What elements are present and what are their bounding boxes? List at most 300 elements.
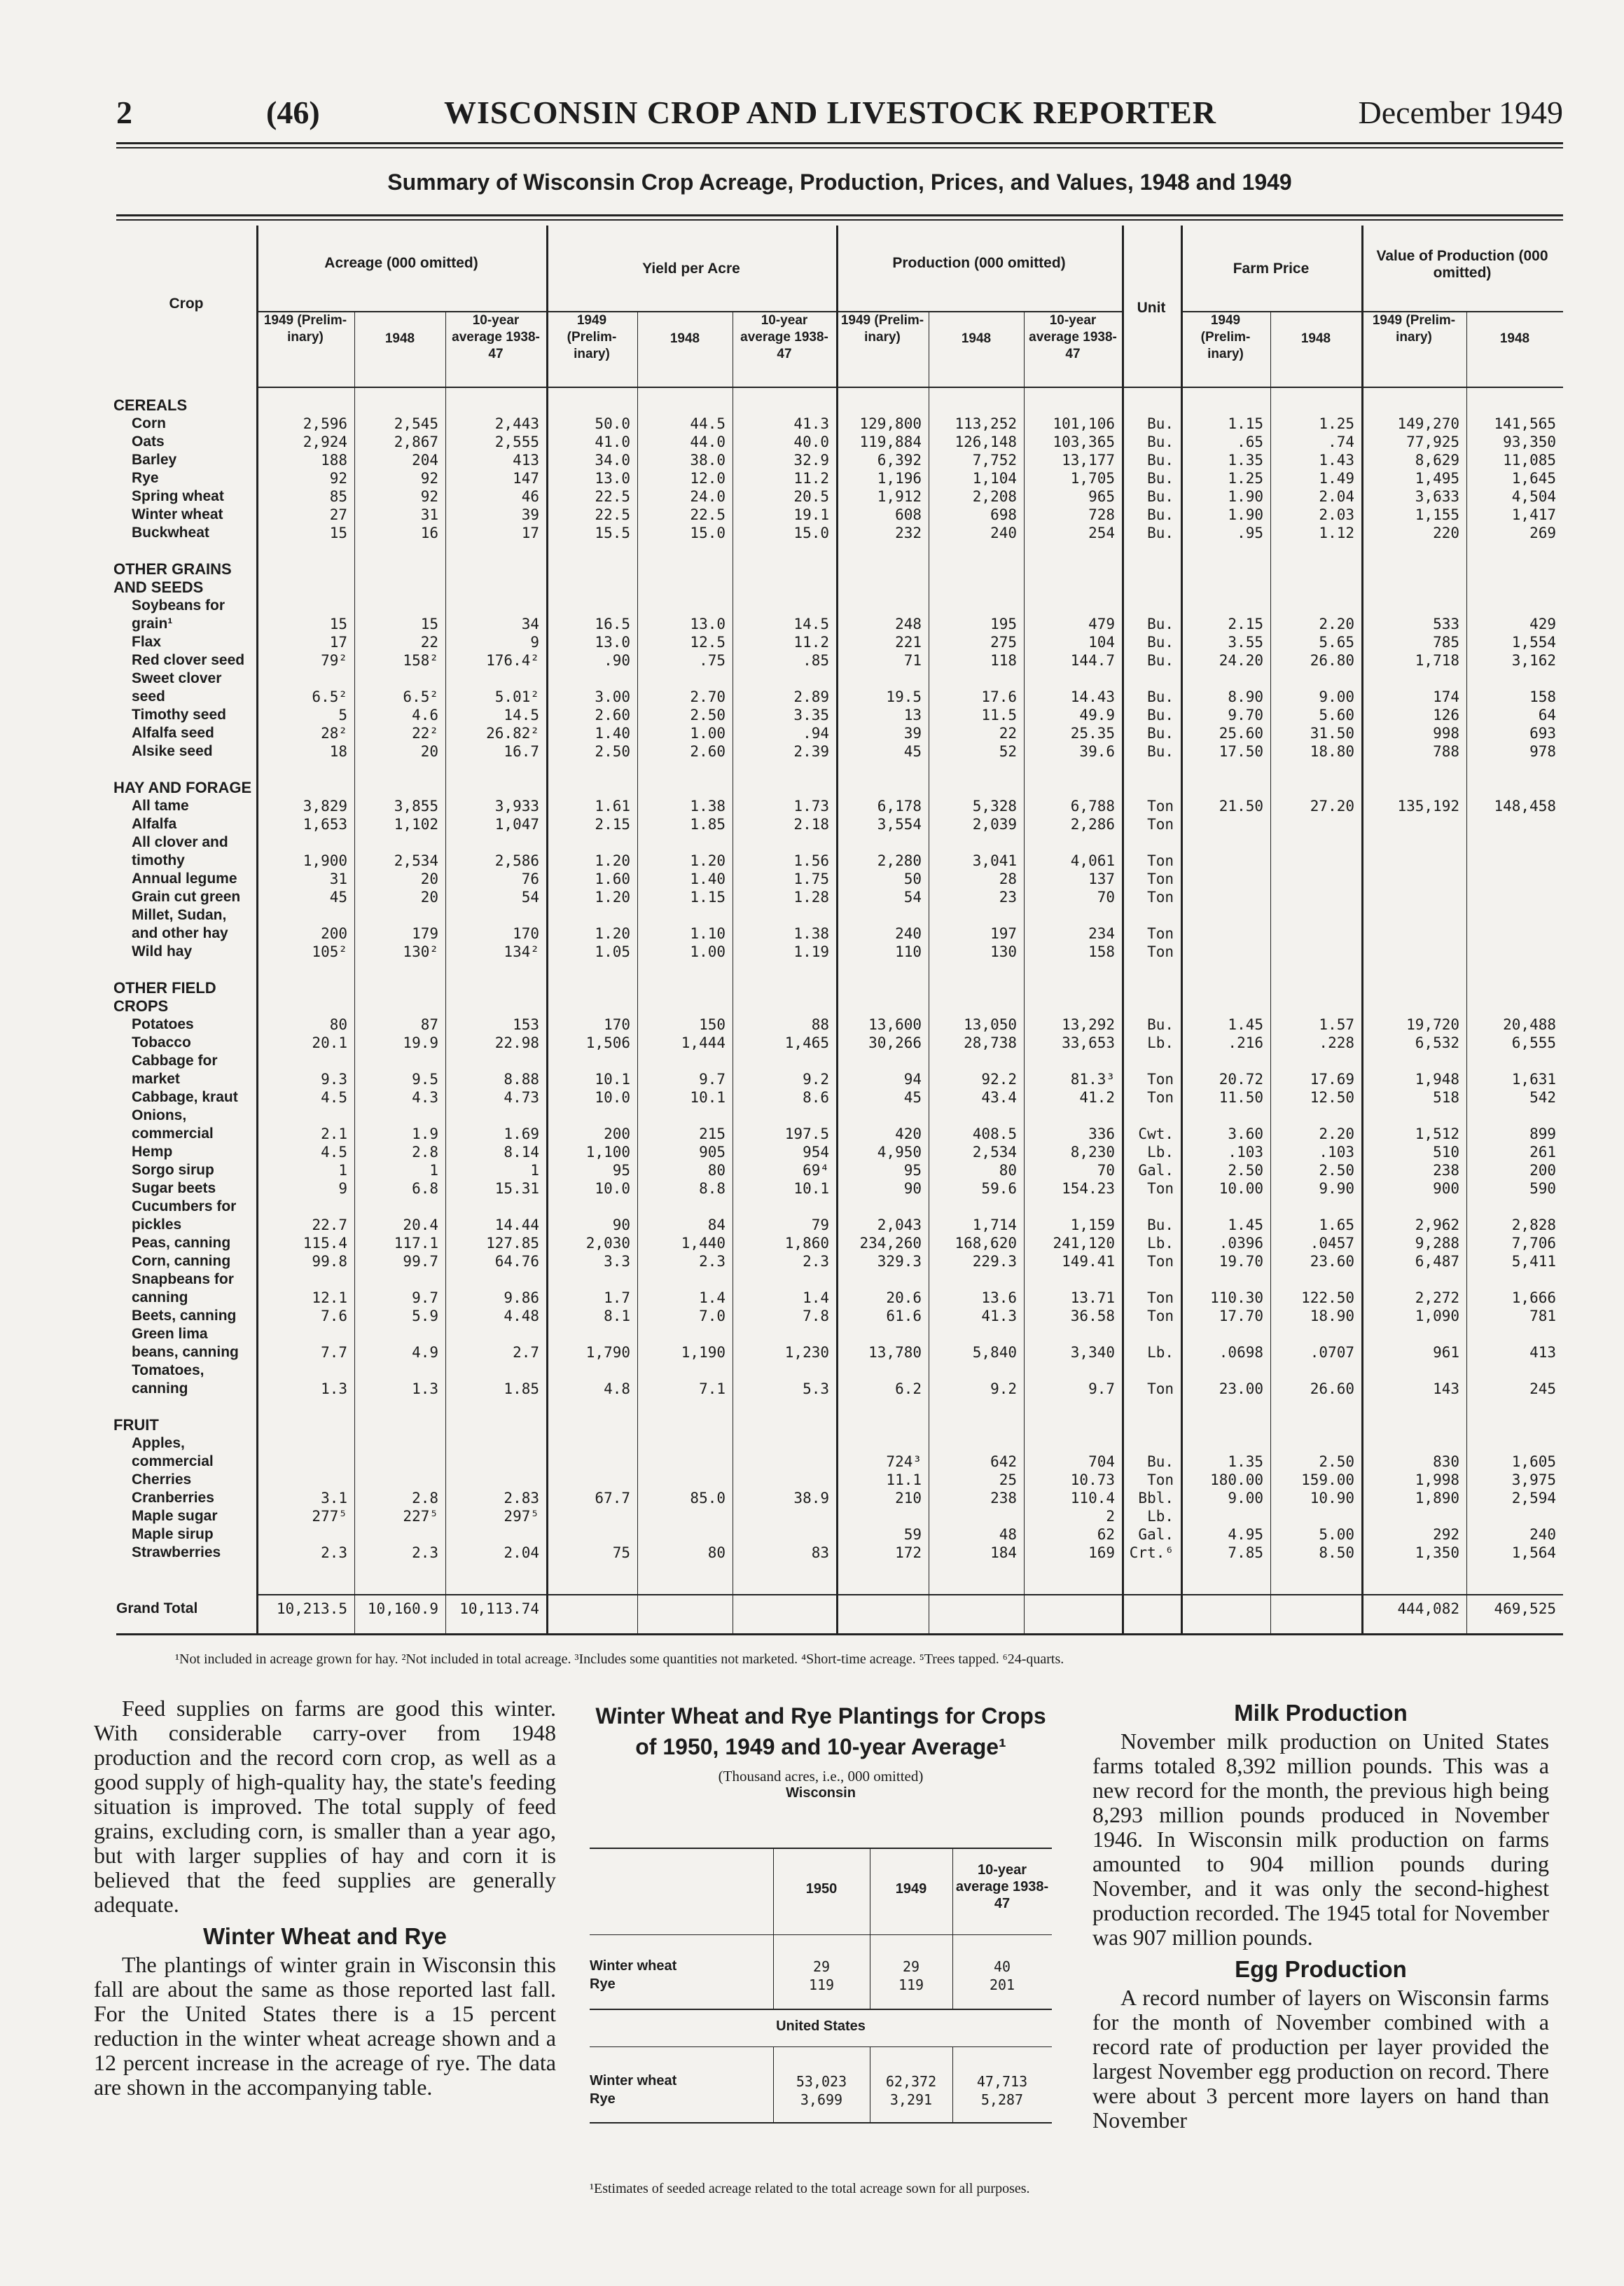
cell-a48: 1.9 [412,1125,438,1142]
column-rule [1181,226,1183,1633]
cell-f48: 1.12 [1319,525,1354,541]
crop-label: Millet, Sudan, and other hay [132,907,228,941]
cell-f48: 2.50 [1319,1453,1354,1470]
cell-a48: 227⁵ [403,1508,438,1525]
cell-p49: 13,600 [868,1016,922,1033]
cell-v49: 174 [1433,688,1459,705]
crop-label: Alfalfa [132,816,177,832]
crop-label: Flax [132,634,162,650]
cell-aav: 2,443 [494,415,539,432]
journal-title: WISCONSIN CROP AND LIVESTOCK REPORTER [444,95,1216,130]
cell-a49: 18 [329,743,347,760]
cell-p48: 48 [999,1526,1017,1543]
subheader-5: 1948 [669,331,700,346]
cell-y49: 1,100 [585,1144,630,1161]
cell-v48: 93,350 [1503,434,1556,450]
cell-yav: 79 [811,1217,829,1233]
cell-yav: 32.9 [793,452,829,469]
inset-wi-avg: 201 [989,1976,1015,1993]
cell-v49: 149,270 [1397,415,1459,432]
cell-unit: Bu. [1147,1016,1174,1033]
grand-total-rule [256,1594,1563,1595]
cell-aav: 9.86 [504,1289,539,1306]
crop-label: Sweet clover seed [132,670,222,705]
cell-pav: 154.23 [1062,1180,1115,1197]
section-heading: FRUIT [113,1416,159,1434]
cell-v49: 2,272 [1415,1289,1459,1306]
cell-a48: 16 [420,525,438,541]
cell-pav: 234 [1088,925,1115,942]
cell-aav: 134² [504,943,539,960]
cell-a48: 179 [412,925,438,942]
cell-yav: 5.3 [803,1380,829,1397]
inset-note: ¹Estimates of seeded acreage related to the total acreage sown for all purposes. [590,2181,1030,2196]
cell-p48: 92.2 [981,1071,1017,1088]
cell-pav: 158 [1088,943,1115,960]
cell-y49: .90 [604,652,630,669]
cell-v48: 158 [1529,688,1556,705]
crop-label: Barley [132,452,177,468]
cell-unit: Ton [1147,1089,1174,1106]
cell-p49: 172 [895,1544,922,1561]
cell-v49: 77,925 [1406,434,1459,450]
cell-pav: 70 [1097,889,1115,906]
cell-v48: 5,411 [1511,1253,1556,1270]
cell-v49: 8,629 [1415,452,1459,469]
inset-wi-1950: 119 [808,1976,835,1993]
cell-a48: 99.7 [403,1253,438,1270]
cell-y49: 10.1 [595,1071,630,1088]
cell-f49: 7.85 [1228,1544,1263,1561]
column-rule [1466,311,1467,1633]
cell-p49: 221 [895,634,922,651]
left-column [94,1696,556,2100]
inset-us-label: United States [776,2018,866,2034]
cell-f49: 3.55 [1228,634,1263,651]
cell-f49: .95 [1237,525,1263,541]
egg-production-paragraph: A record number of layers on Wisconsin farms for the month of November combined with a record rate of production per layer provided the largest November egg production on record. There were about 3 percent more layers on hand than November [1092,1985,1549,2133]
cell-v48: 3,975 [1511,1471,1556,1488]
cell-a48: 15 [420,616,438,632]
cell-aav: 16.7 [504,743,539,760]
cell-pav: 70 [1097,1162,1115,1179]
cell-y49: 4.8 [604,1380,630,1397]
cell-a48: 2,545 [394,415,438,432]
issue-date: December 1949 [1358,95,1563,130]
cell-y49: 22.5 [595,488,630,505]
value-header: Value of Production (000 omitted) [1376,248,1548,281]
cell-a49: 3.1 [321,1490,347,1506]
acreage-header: Acreage (000 omitted) [324,255,478,271]
cell-a48: 117.1 [394,1235,438,1252]
cell-yav: 11.2 [793,470,829,487]
cell-unit: Bu. [1147,743,1174,760]
cell-f48: 10.90 [1310,1490,1354,1506]
cell-p49: 6.2 [895,1380,922,1397]
inset-table [590,1848,1052,2149]
cell-v48: 64 [1538,707,1556,723]
cell-f49: 2.50 [1228,1162,1263,1179]
cell-aav: 64.76 [494,1253,539,1270]
cell-pav: 4,061 [1070,852,1115,869]
cell-p49: 59 [903,1526,922,1543]
table-bottom-rule [116,1633,1563,1635]
inset-us-1949: 3,291 [889,2091,933,2108]
cell-yav: 20.5 [793,488,829,505]
cell-unit: Ton [1147,798,1174,815]
crop-label: Strawberries [132,1544,221,1560]
inset-us-avg: 47,713 [976,2073,1028,2090]
inset-wi-row-label: Rye [590,1976,616,1992]
cell-v49: 143 [1433,1380,1459,1397]
cell-y49: 22.5 [595,506,630,523]
cell-v49: 292 [1433,1526,1459,1543]
grand-total-a48: 10,160.9 [367,1600,438,1617]
cell-p48: 275 [990,634,1017,651]
cell-p48: 22 [999,725,1017,742]
subheader-12: 1948 [1300,331,1331,346]
inset-wisconsin-label: Wisconsin [786,1785,856,1801]
cell-f48: 122.50 [1301,1289,1354,1306]
cell-pav: 965 [1088,488,1115,505]
cell-f48: .0707 [1310,1344,1354,1361]
cell-f49: 11.50 [1219,1089,1263,1106]
cell-y49: 16.5 [595,616,630,632]
milk-production-paragraph: November milk production on United States farms totaled 8,392 million pounds. This was a new record for the month, the previous high being 8,293 million pounds produced in November 1946. In Wisconsin milk production on farms amounted to 904 million pounds during November, and it was only the second-highest production recorded. The 1945 total for November was 907 million pounds. [1092,1729,1549,1950]
crop-label: Winter wheat [132,506,223,522]
inset-us-row-label: Winter wheat [590,2073,677,2088]
cell-y49: 1,506 [585,1034,630,1051]
cell-a49: 20.1 [312,1034,347,1051]
cell-y48: 2.60 [690,743,726,760]
cell-a49: 7.6 [321,1308,347,1324]
cell-v48: 413 [1529,1344,1556,1361]
cell-a48: 4.9 [412,1344,438,1361]
cell-f49: 17.50 [1219,743,1263,760]
cell-v49: 1,155 [1415,506,1459,523]
cell-y48: 22.5 [690,506,726,523]
column-rule [445,311,446,1633]
cell-f49: 1.45 [1228,1217,1263,1233]
cell-p49: 45 [903,1089,922,1106]
cell-f48: 5.60 [1319,707,1354,723]
cell-f49: 1.15 [1228,415,1263,432]
cell-unit: Bu. [1147,725,1174,742]
cell-v48: 1,417 [1511,506,1556,523]
cell-y48: .75 [699,652,726,669]
cell-v48: 781 [1529,1308,1556,1324]
cell-y48: 1.85 [690,816,726,833]
cell-v49: 220 [1433,525,1459,541]
cell-p48: 52 [999,743,1017,760]
cell-a49: 9 [338,1180,347,1197]
cell-y48: 9.7 [699,1071,726,1088]
cell-v48: 245 [1529,1380,1556,1397]
cell-f49: 9.70 [1228,707,1263,723]
cell-unit: Ton [1147,1380,1174,1397]
inset-us-1950: 3,699 [800,2091,843,2108]
cell-f49: 1.90 [1228,488,1263,505]
cell-pav: 81.3³ [1070,1071,1115,1088]
cell-v49: 830 [1433,1453,1459,1470]
cell-v48: 20,488 [1503,1016,1556,1033]
cell-aav: 413 [513,452,539,469]
cell-aav: 1,047 [494,816,539,833]
cell-unit: Lb. [1147,1508,1174,1525]
crop-label: Annual legume [132,871,237,887]
cell-a48: 19.9 [403,1034,438,1051]
cell-yav: 1.19 [793,943,829,960]
cell-y48: 10.1 [690,1089,726,1106]
cell-p49: 61.6 [886,1308,922,1324]
cell-y48: 905 [699,1144,726,1161]
cell-p49: 608 [895,506,922,523]
cell-f48: 5.65 [1319,634,1354,651]
cell-pav: 25.35 [1070,725,1115,742]
cell-p48: 3,041 [972,852,1017,869]
cell-a49: 1 [338,1162,347,1179]
cell-aav: 3,933 [494,798,539,815]
cell-f49: 1.90 [1228,506,1263,523]
cell-a48: 22² [412,725,438,742]
cell-y48: 1.10 [690,925,726,942]
cell-p49: 20.6 [886,1289,922,1306]
cell-yav: 197.5 [784,1125,829,1142]
cell-a49: 9.3 [321,1071,347,1088]
crop-label: Alfalfa seed [132,725,214,741]
cell-p48: 240 [990,525,1017,541]
cell-aav: 2,586 [494,852,539,869]
page-number: 2 [116,95,132,130]
inset-us-1949: 62,372 [885,2073,937,2090]
cell-unit: Ton [1147,816,1174,833]
cell-f48: 12.50 [1310,1089,1354,1106]
cell-f49: 9.00 [1228,1490,1263,1506]
cell-p49: 6,178 [877,798,922,815]
grand-total-v49: 444,082 [1397,1600,1459,1617]
cell-pav: 149.41 [1062,1253,1115,1270]
cell-y48: 1.38 [690,798,726,815]
cell-y49: 170 [604,1016,630,1033]
cell-pav: 110.4 [1070,1490,1115,1506]
cell-f48: 2.50 [1319,1162,1354,1179]
cell-f49: .0698 [1219,1344,1263,1361]
cell-p49: 232 [895,525,922,541]
cell-p48: 23 [999,889,1017,906]
cell-yav: 1.38 [793,925,829,942]
subheader-4: 1949 (Prelim- inary) [567,313,617,361]
cell-v48: 899 [1529,1125,1556,1142]
cell-p49: 54 [903,889,922,906]
subheader-13: 1949 (Prelim- inary) [1372,313,1456,345]
cell-f48: 2.04 [1319,488,1354,505]
cell-p49: 3,554 [877,816,922,833]
cell-yav: 2.89 [793,688,829,705]
crop-label: Tobacco [132,1034,191,1051]
cell-v48: 141,565 [1494,415,1556,432]
cell-y49: 2.15 [595,816,630,833]
cell-unit: Ton [1147,1180,1174,1197]
inset-subtitle: (Thousand acres, i.e., 000 omitted) [718,1768,924,1785]
cell-v49: 788 [1433,743,1459,760]
cell-f49: 19.70 [1219,1253,1263,1270]
cell-a49: 99.8 [312,1253,347,1270]
cell-a48: 2,534 [394,852,438,869]
cell-y48: 1.00 [690,725,726,742]
crop-label: Cabbage, kraut [132,1089,238,1105]
cell-y48: 2.50 [690,707,726,723]
cell-aav: 4.73 [504,1089,539,1106]
subheader-9: 10-year average 1938-47 [1029,313,1117,361]
crop-label: Onions, commercial [132,1107,214,1142]
cell-f49: .0396 [1219,1235,1263,1252]
cell-yav: 1.28 [793,889,829,906]
cell-yav: 38.9 [793,1490,829,1506]
cell-a49: 6.5² [312,688,347,705]
cell-a48: 2.8 [412,1490,438,1506]
cell-f48: 2.20 [1319,1125,1354,1142]
inset-rule-head [590,1934,1052,1935]
cell-a48: 20.4 [403,1217,438,1233]
cell-yav: 69⁴ [803,1162,829,1179]
cell-a49: 15 [329,525,347,541]
cell-v48: 2,828 [1511,1217,1556,1233]
cell-pav: 101,106 [1053,415,1115,432]
cell-unit: Ton [1147,871,1174,887]
cell-f48: 26.60 [1310,1380,1354,1397]
cell-p49: 1,196 [877,470,922,487]
cell-f49: .216 [1228,1034,1263,1051]
cell-pav: 2,286 [1070,816,1115,833]
cell-f49: 1.35 [1228,452,1263,469]
cell-p49: 94 [903,1071,922,1088]
cell-aav: 147 [513,470,539,487]
cell-y48: 8.8 [699,1180,726,1197]
column-rule [836,226,838,1633]
cell-f49: 20.72 [1219,1071,1263,1088]
cell-y49: 1.20 [595,889,630,906]
cell-v48: 261 [1529,1144,1556,1161]
cell-a48: 2.3 [412,1544,438,1561]
cell-y48: 1.4 [699,1289,726,1306]
cell-f48: 23.60 [1310,1253,1354,1270]
cell-v48: 200 [1529,1162,1556,1179]
cell-f49: .103 [1228,1144,1263,1161]
cell-a49: 22.7 [312,1217,347,1233]
subheader-2: 1948 [384,331,415,346]
cell-pav: 8,230 [1070,1144,1115,1161]
cell-y48: 85.0 [690,1490,726,1506]
cell-v48: 240 [1529,1526,1556,1543]
cell-aav: 76 [521,871,539,887]
inset-wi-1949: 29 [902,1958,920,1975]
cell-y49: 67.7 [595,1490,630,1506]
cell-f49: 8.90 [1228,688,1263,705]
inset-rule-top [590,1848,1052,1849]
cell-aav: 14.44 [494,1217,539,1233]
cell-v49: 1,718 [1415,652,1459,669]
subheader-7: 1949 (Prelim- inary) [840,313,924,345]
crop-label: Maple sirup [132,1526,214,1542]
cell-p48: 28 [999,871,1017,887]
cell-yav: 1.73 [793,798,829,815]
cell-a49: 28² [321,725,347,742]
cell-yav: 7.8 [803,1308,829,1324]
cell-yav: .85 [803,652,829,669]
cell-aav: 170 [513,925,539,942]
inset-wi-1950: 29 [812,1958,831,1975]
cell-yav: 1,860 [784,1235,829,1252]
cell-f48: 26.80 [1310,652,1354,669]
cell-y49: 90 [612,1217,630,1233]
cell-yav: 9.2 [803,1071,829,1088]
column-rule [1024,311,1025,1633]
cell-v49: 3,633 [1415,488,1459,505]
cell-pav: 169 [1088,1544,1115,1561]
cell-unit: Ton [1147,1253,1174,1270]
cell-v49: 510 [1433,1144,1459,1161]
cell-a49: 2.3 [321,1544,347,1561]
cell-pav: 3,340 [1070,1344,1115,1361]
cell-v48: 269 [1529,525,1556,541]
cell-a49: 4.5 [321,1144,347,1161]
cell-p48: 80 [999,1162,1017,1179]
cell-unit: Ton [1147,852,1174,869]
cell-p49: 119,884 [859,434,922,450]
cell-v49: 900 [1433,1180,1459,1197]
crop-label: Peas, canning [132,1235,231,1251]
cell-yav: 2.18 [793,816,829,833]
crop-label: Hemp [132,1144,173,1160]
cell-v49: 238 [1433,1162,1459,1179]
cell-v48: 148,458 [1494,798,1556,815]
cell-pav: 137 [1088,871,1115,887]
cell-pav: 13.71 [1070,1289,1115,1306]
cell-p48: 28,738 [964,1034,1017,1051]
winter-wheat-paragraph: The plantings of winter grain in Wisconsin this fall are about the same as those reported last fall. For the United States there is a 15 percent reduction in the winter wheat acreage shown and a 12 percent increase in the acreage of rye. The data are shown in the accompanying table. [94,1952,556,2100]
cell-yav: 40.0 [793,434,829,450]
cell-p49: 19.5 [886,688,922,705]
cell-y49: 75 [612,1544,630,1561]
cell-a49: 2,596 [303,415,347,432]
cell-y49: 1.7 [604,1289,630,1306]
cell-y48: 44.5 [690,415,726,432]
cell-v48: 1,554 [1511,634,1556,651]
cell-f49: .65 [1237,434,1263,450]
cell-p48: 130 [990,943,1017,960]
crop-label: Cabbage for market [132,1053,218,1087]
cell-y48: 215 [699,1125,726,1142]
cell-v48: 693 [1529,725,1556,742]
cell-f48: 9.90 [1319,1180,1354,1197]
cell-aav: 4.48 [504,1308,539,1324]
cell-y48: 2.70 [690,688,726,705]
crop-label: Soybeans for grain¹ [132,597,225,632]
cell-a49: 85 [329,488,347,505]
cell-pav: 104 [1088,634,1115,651]
cell-unit: Bu. [1147,434,1174,450]
inset-rule-us-top [590,2009,1052,2010]
cell-p48: 113,252 [955,415,1017,432]
cell-p49: 329.3 [877,1253,922,1270]
cell-pav: 33,653 [1062,1034,1115,1051]
production-header: Production (000 omitted) [892,255,1066,271]
inset-wi-row-label: Winter wheat [590,1958,677,1974]
cell-unit: Bu. [1147,616,1174,632]
cell-pav: 13,292 [1062,1016,1115,1033]
inset-us-avg: 5,287 [980,2091,1024,2108]
cell-v48: 429 [1529,616,1556,632]
